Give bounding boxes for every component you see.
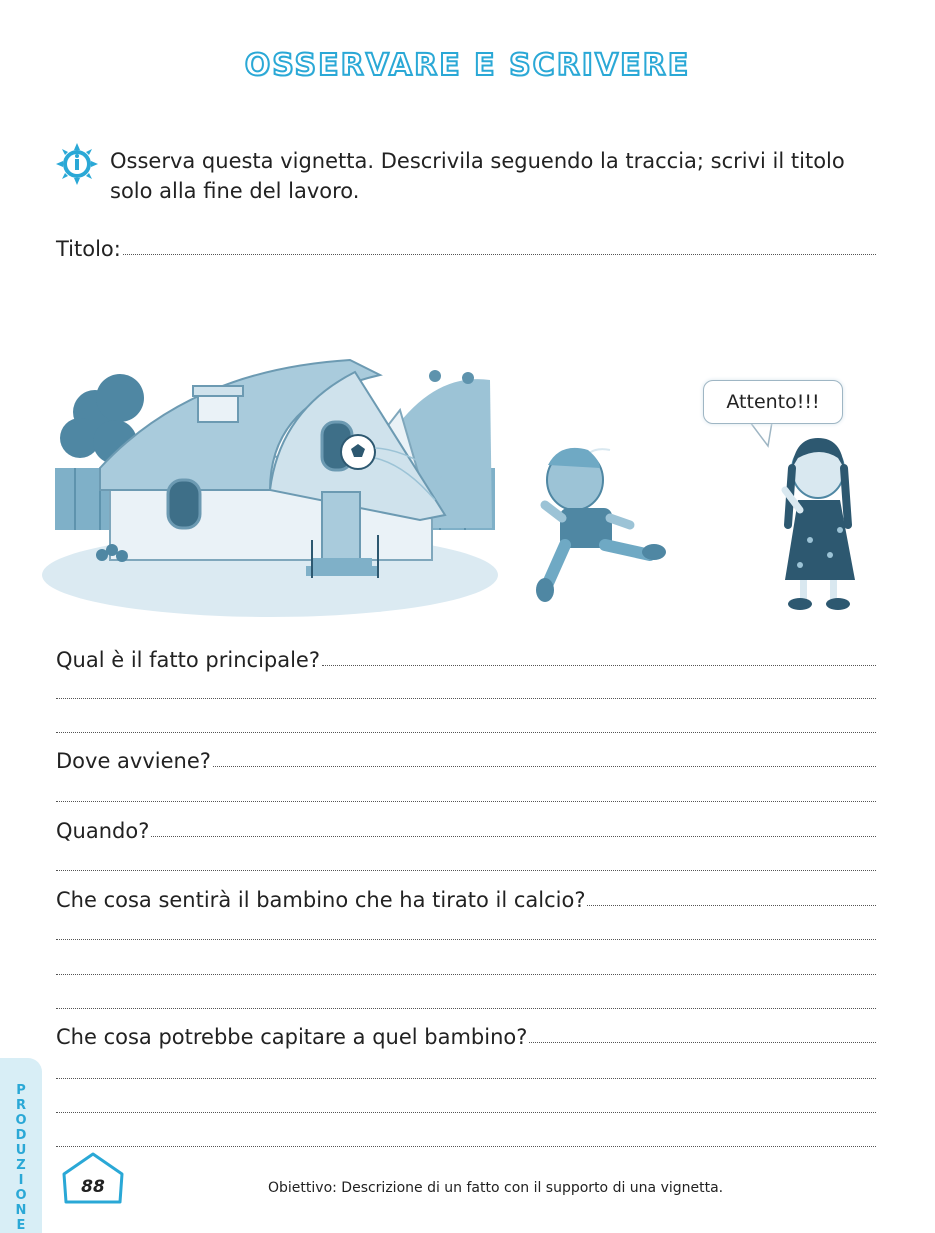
question-row[interactable] [56, 644, 876, 672]
answer-line[interactable] [322, 665, 876, 666]
question-row[interactable] [56, 815, 876, 843]
answer-line[interactable] [56, 801, 876, 802]
question-label: Dove avviene? [56, 749, 211, 773]
objective-text: Obiettivo: Descrizione di un fatto con il supporto di una vignetta. [268, 1180, 724, 1196]
page-number-badge [60, 1150, 126, 1206]
question-label: Quando? [56, 819, 150, 843]
answer-line[interactable] [587, 905, 876, 906]
question-label: Che cosa potrebbe capitare a quel bambino? [56, 1025, 528, 1049]
section-tab-label: P R O D U Z I O N E [15, 1083, 27, 1233]
answer-line[interactable] [151, 836, 876, 837]
question-row[interactable] [56, 884, 876, 912]
page-title: OSSERVARE E SCRIVERE [244, 48, 691, 83]
question-row[interactable] [56, 745, 876, 773]
title-label: Titolo: [56, 237, 121, 261]
answer-line[interactable] [56, 1112, 876, 1113]
answer-line[interactable] [56, 939, 876, 940]
answer-line[interactable] [56, 698, 876, 699]
question-label: Qual è il fatto principale? [56, 648, 320, 672]
title-line[interactable] [123, 254, 876, 255]
question-row[interactable] [56, 1021, 876, 1049]
instruction-text: Osserva questa vignetta. Descrivila seguendo la traccia; scrivi il titolo solo alla fine del lavoro. [110, 149, 845, 203]
answer-line[interactable] [529, 1042, 876, 1043]
title-field[interactable] [56, 233, 876, 261]
answer-line[interactable] [56, 870, 876, 871]
answer-line[interactable] [56, 1008, 876, 1009]
page-number: 88 [81, 1177, 105, 1197]
question-label: Che cosa sentirà il bambino che ha tirato il calcio? [56, 888, 586, 912]
speech-bubble: Attento!!! [703, 380, 843, 424]
answer-line[interactable] [56, 732, 876, 733]
answer-line[interactable] [56, 974, 876, 975]
answer-line[interactable] [56, 1146, 876, 1147]
answer-line[interactable] [56, 1078, 876, 1079]
sun-info-icon [55, 142, 99, 186]
answer-line[interactable] [213, 766, 876, 767]
